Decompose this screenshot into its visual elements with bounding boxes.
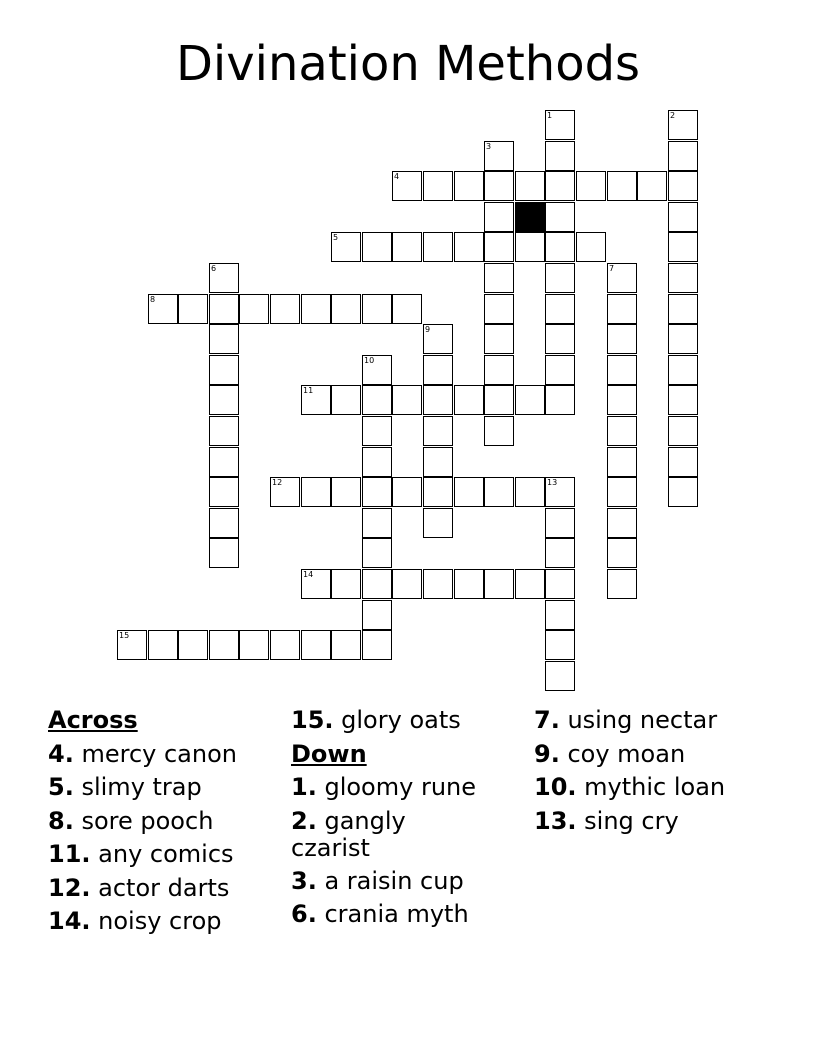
grid-cell[interactable]: [331, 477, 361, 507]
grid-cell[interactable]: [362, 447, 392, 477]
grid-cell[interactable]: [239, 630, 269, 660]
clue-down-9: 9. coy moan: [534, 739, 686, 768]
grid-cell[interactable]: [392, 294, 422, 324]
clue-across-8: 8. sore pooch: [48, 806, 214, 835]
clue-number: 15: [119, 631, 130, 640]
clues-column-1: [48, 704, 288, 939]
grid-cell[interactable]: [545, 477, 575, 507]
grid-cell[interactable]: [362, 600, 392, 630]
grid-cell[interactable]: [545, 141, 575, 171]
grid-cell[interactable]: [484, 385, 514, 415]
grid-cell[interactable]: [209, 263, 239, 293]
grid-cell[interactable]: [362, 538, 392, 568]
grid-cell[interactable]: [668, 416, 698, 446]
grid-cell[interactable]: [515, 569, 545, 599]
grid-cell[interactable]: [362, 508, 392, 538]
grid-cell[interactable]: [668, 355, 698, 385]
grid-cell[interactable]: [484, 171, 514, 201]
grid-cell[interactable]: [117, 630, 147, 660]
grid-cell[interactable]: [454, 569, 484, 599]
grid-cell[interactable]: [484, 294, 514, 324]
grid-cell[interactable]: [454, 477, 484, 507]
grid-cell[interactable]: [607, 508, 637, 538]
black-square: [515, 202, 545, 232]
clue-across-4: 4. mercy canon: [48, 739, 237, 768]
grid-cell[interactable]: [607, 171, 637, 201]
grid-cell[interactable]: [301, 385, 331, 415]
grid-cell[interactable]: [515, 171, 545, 201]
grid-cell[interactable]: [392, 569, 422, 599]
clue-down-3: 3. a raisin cup: [291, 866, 464, 895]
clue-number: 6: [211, 264, 217, 273]
clue-number: 8: [150, 295, 156, 304]
grid-cell[interactable]: [545, 508, 575, 538]
grid-cell[interactable]: [607, 538, 637, 568]
grid-cell[interactable]: [607, 263, 637, 293]
grid-cell[interactable]: [148, 294, 178, 324]
grid-cell[interactable]: [209, 508, 239, 538]
grid-cell[interactable]: [178, 630, 208, 660]
grid-cell[interactable]: [423, 171, 453, 201]
grid-cell[interactable]: [209, 630, 239, 660]
grid-cell[interactable]: [392, 477, 422, 507]
clue-down-13: 13. sing cry: [534, 806, 679, 835]
grid-cell[interactable]: [362, 294, 392, 324]
grid-cell[interactable]: [392, 232, 422, 262]
clues-column-2: [291, 704, 531, 932]
clues-column-3: [534, 704, 774, 838]
grid-cell[interactable]: [209, 447, 239, 477]
clue-across-15: 15. glory oats: [291, 706, 461, 734]
grid-cell[interactable]: [668, 202, 698, 232]
grid-cell[interactable]: [515, 385, 545, 415]
grid-cell[interactable]: [484, 416, 514, 446]
clue-number: 11: [303, 386, 314, 395]
grid-cell[interactable]: [668, 324, 698, 354]
clue-across-12: 12. actor darts: [48, 873, 230, 902]
grid-cell[interactable]: [484, 202, 514, 232]
grid-cell[interactable]: [668, 232, 698, 262]
grid-cell[interactable]: [392, 171, 422, 201]
grid-cell[interactable]: [515, 477, 545, 507]
clue-down-6: 6. crania myth: [291, 900, 469, 928]
grid-cell[interactable]: [362, 355, 392, 385]
grid-cell[interactable]: [362, 569, 392, 599]
grid-cell[interactable]: [209, 294, 239, 324]
grid-cell[interactable]: [484, 477, 514, 507]
grid-cell[interactable]: [545, 263, 575, 293]
grid-cell[interactable]: [270, 477, 300, 507]
grid-cell[interactable]: [362, 477, 392, 507]
grid-cell[interactable]: [454, 171, 484, 201]
grid-cell[interactable]: [209, 477, 239, 507]
grid-cell[interactable]: [607, 447, 637, 477]
clue-down-10: 10. mythic loan: [534, 773, 726, 801]
grid-cell[interactable]: [545, 630, 575, 660]
grid-cell[interactable]: [209, 416, 239, 446]
grid-cell[interactable]: [484, 569, 514, 599]
clue-number: 1: [547, 111, 553, 120]
grid-cell[interactable]: [301, 294, 331, 324]
grid-cell[interactable]: [637, 171, 667, 201]
clue-across-5: 5. slimy trap: [48, 773, 202, 801]
grid-cell[interactable]: [423, 447, 453, 477]
grid-cell[interactable]: [484, 232, 514, 262]
grid-cell[interactable]: [576, 232, 606, 262]
grid-cell[interactable]: [484, 324, 514, 354]
grid-cell[interactable]: [545, 324, 575, 354]
grid-cell[interactable]: [545, 385, 575, 415]
grid-cell[interactable]: [545, 232, 575, 262]
grid-cell[interactable]: [423, 324, 453, 354]
grid-cell[interactable]: [362, 630, 392, 660]
grid-cell[interactable]: [607, 416, 637, 446]
clue-number: 9: [425, 325, 431, 334]
grid-cell[interactable]: [545, 661, 575, 691]
grid-cell[interactable]: [607, 324, 637, 354]
grid-cell[interactable]: [668, 141, 698, 171]
grid-cell[interactable]: [454, 232, 484, 262]
grid-cell[interactable]: [668, 171, 698, 201]
grid-cell[interactable]: [209, 324, 239, 354]
grid-cell[interactable]: [668, 294, 698, 324]
grid-cell[interactable]: [209, 385, 239, 415]
grid-cell[interactable]: [668, 447, 698, 477]
grid-cell[interactable]: [607, 355, 637, 385]
grid-cell[interactable]: [607, 385, 637, 415]
grid-cell[interactable]: [178, 294, 208, 324]
grid-cell[interactable]: [392, 385, 422, 415]
grid-cell[interactable]: [423, 569, 453, 599]
grid-cell[interactable]: [545, 355, 575, 385]
grid-cell[interactable]: [301, 569, 331, 599]
grid-cell[interactable]: [545, 600, 575, 630]
grid-cell[interactable]: [331, 294, 361, 324]
clue-number: 13: [547, 478, 558, 487]
grid-cell[interactable]: [545, 110, 575, 140]
grid-cell[interactable]: [362, 385, 392, 415]
grid-cell[interactable]: [545, 202, 575, 232]
grid-cell[interactable]: [668, 477, 698, 507]
clue-number: 10: [364, 356, 375, 365]
grid-cell[interactable]: [331, 569, 361, 599]
grid-cell[interactable]: [331, 385, 361, 415]
puzzle-title: Divination Methods: [175, 36, 641, 92]
grid-cell[interactable]: [668, 385, 698, 415]
grid-cell[interactable]: [239, 294, 269, 324]
grid-cell[interactable]: [331, 232, 361, 262]
grid-cell[interactable]: [270, 630, 300, 660]
grid-cell[interactable]: [545, 294, 575, 324]
grid-cell[interactable]: [148, 630, 178, 660]
grid-cell[interactable]: [423, 355, 453, 385]
grid-cell[interactable]: [484, 263, 514, 293]
grid-cell[interactable]: [607, 569, 637, 599]
grid-cell[interactable]: [331, 630, 361, 660]
clue-number: 2: [670, 111, 676, 120]
grid-cell[interactable]: [545, 569, 575, 599]
across-header: Across: [48, 706, 138, 734]
grid-cell[interactable]: [423, 385, 453, 415]
grid-cell[interactable]: [270, 294, 300, 324]
grid-cell[interactable]: [362, 416, 392, 446]
clue-number: 14: [303, 570, 314, 579]
grid-cell[interactable]: [454, 385, 484, 415]
grid-cell[interactable]: [576, 171, 606, 201]
grid-cell[interactable]: [668, 263, 698, 293]
grid-cell[interactable]: [484, 141, 514, 171]
grid-cell[interactable]: [423, 508, 453, 538]
grid-cell[interactable]: [209, 538, 239, 568]
grid-cell[interactable]: [484, 355, 514, 385]
grid-cell[interactable]: [607, 294, 637, 324]
grid-cell[interactable]: [301, 630, 331, 660]
clue-across-11: 11. any comics: [48, 840, 234, 868]
grid-cell[interactable]: [545, 538, 575, 568]
clue-number: 7: [609, 264, 615, 273]
clue-across-14: 14. noisy crop: [48, 907, 222, 935]
clue-down-1: 1. gloomy rune: [291, 773, 477, 801]
grid-cell[interactable]: [362, 232, 392, 262]
clue-number: 12: [272, 478, 283, 487]
down-header: Down: [291, 739, 367, 768]
clue-down-7: 7. using nectar: [534, 706, 718, 734]
grid-cell[interactable]: [423, 232, 453, 262]
grid-cell[interactable]: [515, 232, 545, 262]
clue-number: 5: [333, 233, 339, 242]
grid-cell[interactable]: [301, 477, 331, 507]
grid-cell[interactable]: [668, 110, 698, 140]
grid-cell[interactable]: [607, 477, 637, 507]
clue-down-2: 2. gangly czarist: [291, 806, 406, 862]
grid-cell[interactable]: [423, 477, 453, 507]
clue-number: 3: [486, 142, 492, 151]
clue-number: 4: [394, 172, 400, 181]
grid-cell[interactable]: [209, 355, 239, 385]
grid-cell[interactable]: [545, 171, 575, 201]
grid-cell[interactable]: [423, 416, 453, 446]
